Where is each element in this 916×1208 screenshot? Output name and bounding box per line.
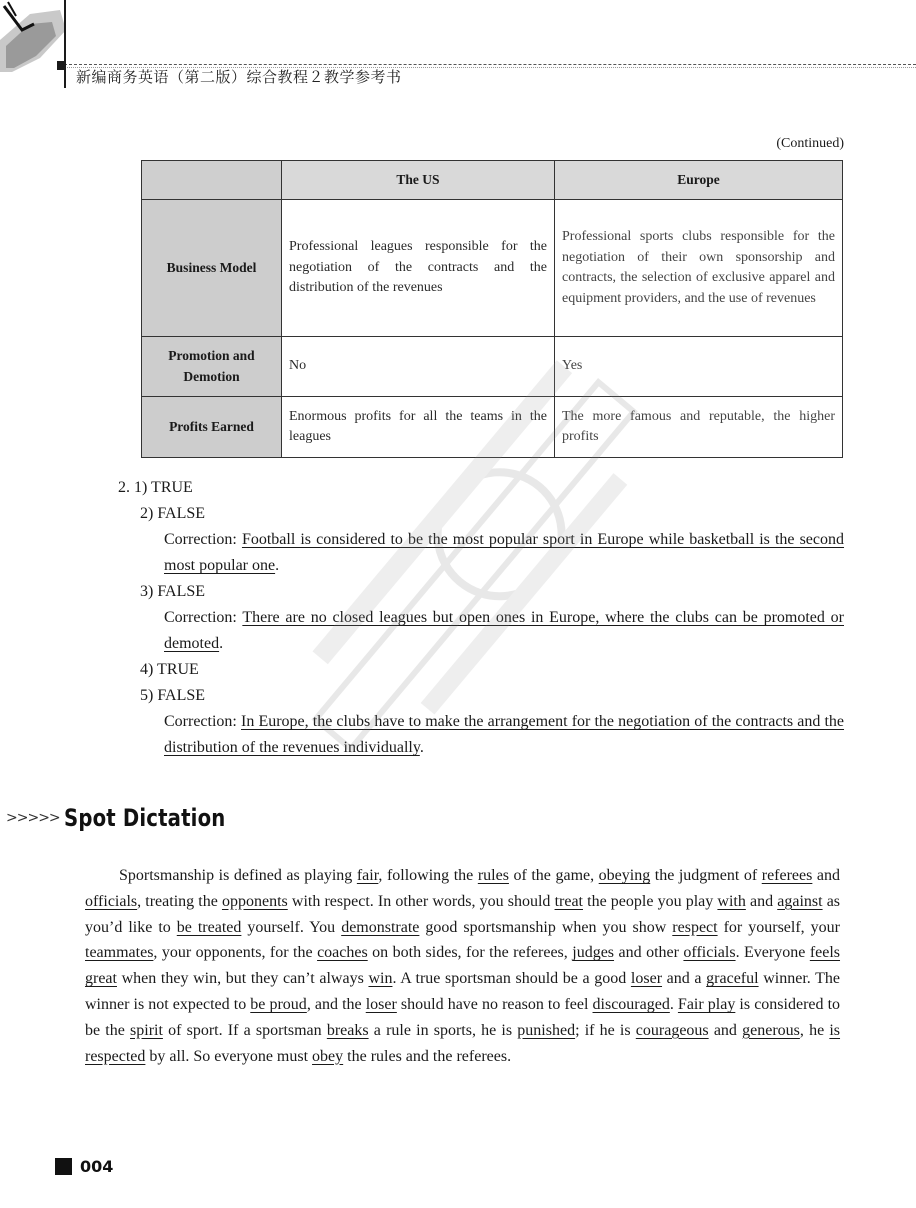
dictation-answer: courageous [635, 1021, 709, 1039]
dictation-answer: spirit [130, 1021, 163, 1039]
correction-underlined: There are no closed leagues but open ones in Europe, where the clubs can be promoted or demoted [164, 609, 844, 652]
dictation-answer: with [717, 892, 746, 910]
table-row [142, 200, 843, 337]
passage-text: winner. The winner is not expected to [85, 970, 840, 1013]
dictation-answer: loser [630, 970, 663, 988]
passage-text: and other [614, 944, 684, 962]
cell-us: Professional leagues responsible for the negotiation of the contracts and the distribution of the revenues [282, 200, 555, 337]
dictation-answer: generous [742, 1021, 800, 1039]
dictation-answer: against [777, 892, 823, 910]
dictation-answer: judges [572, 944, 615, 962]
comparison-table [141, 160, 843, 458]
correction-underlined: In Europe, the clubs have to make the arrangement for the negotiation of the contracts and the distribution of the revenues individually [164, 713, 845, 756]
header-rule [64, 64, 916, 65]
answer-item: 2) FALSE [140, 505, 206, 522]
passage-text: , he [799, 1021, 830, 1039]
passage-text: of sport. If a sportsman [162, 1021, 327, 1039]
correction-label: Correction: [164, 531, 237, 548]
passage-text: . A true sportsman should be a good [392, 970, 631, 988]
passage-text: Sportsmanship is defined as playing [119, 867, 357, 884]
passage-text: with respect. In other words, you should [287, 892, 555, 910]
page-number-marker [55, 1158, 72, 1175]
passage-text: is considered to be the [85, 995, 841, 1039]
table-corner-cell [142, 161, 282, 200]
dictation-answer: officials [683, 944, 736, 962]
correction-underlined: Football is considered to be the most popular sport in Europe while basketball is the second most popular one [164, 531, 845, 574]
passage-text: the judgment of [650, 867, 762, 884]
row-header-profits: Profits Earned [142, 397, 282, 458]
continued-note: (Continued) [776, 136, 844, 151]
header-marker [57, 61, 66, 70]
passage-text: good sportsmanship when you show [419, 918, 673, 936]
passage-text: , your opponents, for the [153, 944, 318, 962]
correction-text: Correction: Football is considered to be the most popular sport in Europe while basketball is the second most popular one. [164, 531, 845, 574]
answer-item: 5) FALSE [140, 687, 206, 704]
dictation-answer: win [368, 970, 393, 988]
passage-text: on both sides, for the referees, [367, 944, 573, 962]
column-header-us: The US [282, 161, 555, 200]
passage-text: when they win, but they can’t always [116, 970, 369, 988]
dictation-passage [85, 863, 840, 1069]
passage-text: , following the [378, 867, 478, 884]
table-row [142, 337, 843, 397]
page-number: 004 [80, 1157, 114, 1176]
dictation-answer: loser [365, 995, 397, 1013]
answer-item: 4) TRUE [140, 661, 199, 678]
dictation-answer: discouraged [592, 995, 670, 1013]
dictation-answer: graceful [706, 970, 759, 988]
answer-item: 3) FALSE [140, 583, 206, 600]
dictation-answer: Fair play [677, 995, 736, 1013]
dictation-answer: coaches [317, 944, 368, 962]
dictation-answer: officials [85, 892, 138, 910]
row-header-business-model: Business Model [142, 200, 282, 337]
passage-text: and a [662, 970, 707, 988]
dictation-answer: obey [312, 1047, 344, 1065]
correction-text: Correction: In Europe, the clubs have to make the arrangement for the negotiation of the contracts and the distribution of the revenues individually. [164, 713, 845, 756]
correction-label: Correction: [164, 609, 237, 626]
table-row [142, 397, 843, 458]
dictation-answer: is respected [85, 1021, 841, 1065]
passage-text: of the game, [508, 867, 599, 884]
section-arrows-icon: >>>>> [6, 810, 60, 826]
dictation-answer: respect [672, 918, 718, 936]
passage-text: for yourself, your [717, 918, 841, 936]
dictation-answer: referees [761, 867, 813, 884]
cell-europe: The more famous and reputable, the higher profits [555, 397, 843, 458]
cell-europe: Yes [555, 337, 843, 397]
dictation-answer: rules [477, 867, 509, 884]
answer-list [118, 475, 844, 761]
cell-europe: Professional sports clubs responsible for the negotiation of their own sponsorship and contracts, the selection of exclusive apparel and equipment providers, and the use of revenues [555, 200, 843, 337]
cell-us: Enormous profits for all the teams in the leagues [282, 397, 555, 458]
header-vertical-rule [64, 0, 66, 88]
column-header-europe: Europe [555, 161, 843, 200]
passage-text: as you’d like to [85, 892, 841, 936]
dictation-answer: breaks [326, 1021, 369, 1039]
passage-text: , and the [306, 995, 366, 1013]
passage-text: and [812, 867, 841, 884]
dictation-answer: be proud [250, 995, 307, 1013]
passage-text: and [708, 1021, 743, 1039]
dictation-answer: demonstrate [341, 918, 420, 936]
dictation-answer: treat [554, 892, 583, 910]
dictation-answer: be treated [176, 918, 242, 936]
row-header-promotion: Promotion and Demotion [142, 337, 282, 397]
passage-text: a rule in sports, he is [368, 1021, 518, 1039]
passage-text: should have no reason to feel [396, 995, 593, 1013]
dictation-answer: punished [517, 1021, 576, 1039]
dictation-answer: fair [356, 867, 379, 884]
table-header-row [142, 161, 843, 200]
dictation-answer: teammates [85, 944, 154, 962]
correction-text: Correction: There are no closed leagues but open ones in Europe, where the clubs can be promoted or demoted. [164, 609, 844, 652]
passage-text: yourself. You [241, 918, 342, 936]
passage-text: , treating the [137, 892, 222, 910]
correction-label: Correction: [164, 713, 237, 730]
passage-text: by all. So everyone must [145, 1047, 313, 1065]
dictation-answer: obeying [598, 867, 651, 884]
passage-text: the people you play [582, 892, 718, 910]
section-title: Spot Dictation [63, 804, 226, 832]
running-header-title: 新编商务英语（第二版）综合教程２教学参考书 [76, 68, 402, 86]
dictation-answer: feels great [85, 944, 841, 988]
passage-text: ; if he is [575, 1021, 636, 1039]
answer-item: 2. 1) TRUE [118, 479, 193, 496]
passage-text: . [669, 995, 678, 1013]
cell-us: No [282, 337, 555, 397]
dictation-answer: opponents [221, 892, 288, 910]
section-heading [6, 804, 261, 832]
passage-text: . Everyone [735, 944, 810, 962]
passage-text: the rules and the referees. [343, 1047, 512, 1065]
passage-text: and [745, 892, 778, 910]
